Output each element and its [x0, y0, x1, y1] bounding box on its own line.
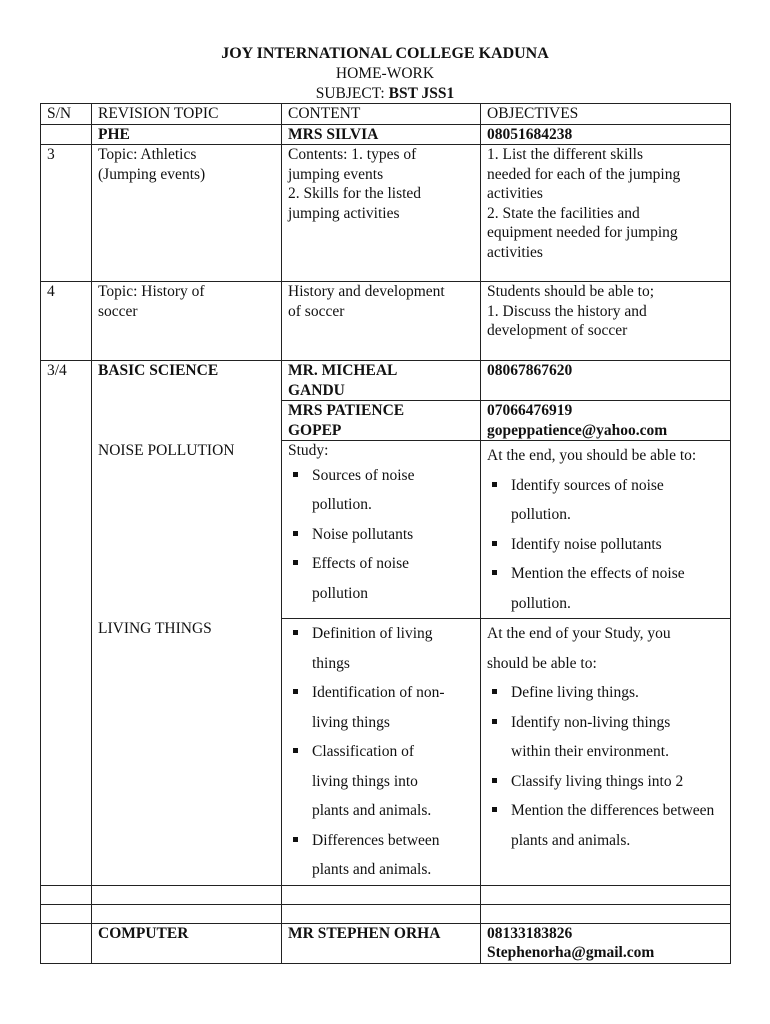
subject-line	[0, 84, 770, 104]
document-type: HOME-WORK	[335, 65, 435, 82]
empty-cell	[481, 904, 731, 923]
noise-content-list	[288, 461, 474, 609]
row3-sn: 3	[41, 145, 92, 282]
row4-content: History and development of soccer	[282, 282, 481, 361]
noise-sn-cont	[41, 441, 92, 619]
header-sn: S/N	[41, 104, 92, 125]
empty-cell	[282, 904, 481, 923]
phe-subject-row	[41, 124, 731, 145]
noise-content: Study: Sources of noise pollution. Noise pollutants Effects of noise pollution	[282, 441, 481, 619]
list-item: Classification of living things into plants and animals.	[288, 737, 474, 826]
row3-topic: Topic: Athletics (Jumping events)	[92, 145, 282, 282]
living-objectives: At the end of your Study, you should be able to: Define living things. Identify non-living things within their environment. Classify living things into 2 Mention the differences between plants and animals.	[481, 619, 731, 886]
phe-sn	[41, 124, 92, 145]
basic-science-row	[41, 361, 731, 401]
list-item: Sources of noise pollution.	[288, 461, 474, 520]
living-content	[282, 619, 481, 886]
row3-content: Contents: 1. types of jumping events 2. Skills for the listed jumping activities	[282, 145, 481, 282]
noise-pollution-row	[41, 441, 731, 619]
subject-value: BST JSS1	[388, 85, 455, 102]
basic-subject: BASIC SCIENCE	[92, 361, 282, 401]
table-row	[41, 145, 731, 282]
basic-phone1: 08067867620	[481, 361, 731, 401]
empty-cell	[481, 885, 731, 904]
header-revision-topic: REVISION TOPIC	[92, 104, 282, 125]
empty-row	[41, 885, 731, 904]
list-item: Noise pollutants	[288, 520, 474, 550]
computer-sn	[41, 923, 92, 963]
list-item: Differences between plants and animals.	[288, 826, 474, 885]
row4-objectives: Students should be able to; 1. Discuss the history and development of soccer	[481, 282, 731, 361]
phe-phone: 08051684238	[481, 124, 731, 145]
row4-topic: Topic: History of soccer	[92, 282, 282, 361]
living-sn-cont	[41, 619, 92, 886]
list-item: Define living things.	[487, 678, 724, 708]
list-item: Identify non-living things within their environment.	[487, 708, 724, 767]
list-item: Identify sources of noise pollution.	[487, 471, 724, 530]
empty-cell	[41, 885, 92, 904]
noise-objectives-list	[487, 471, 724, 619]
list-item: Classify living things into 2	[487, 767, 724, 797]
computer-teacher: MR STEPHEN ORHA	[282, 923, 481, 963]
header-objectives: OBJECTIVES	[481, 104, 731, 125]
header-content: CONTENT	[282, 104, 481, 125]
computer-row	[41, 923, 731, 963]
empty-row	[41, 904, 731, 923]
computer-subject: COMPUTER	[92, 923, 282, 963]
basic-sn: 3/4	[41, 361, 92, 401]
computer-contact: 08133183826 Stephenorha@gmail.com	[481, 923, 731, 963]
row4-sn: 4	[41, 282, 92, 361]
basic-science-row2	[41, 401, 731, 441]
noise-objectives: At the end, you should be able to: Identify sources of noise pollution. Identify noise pollutants Mention the effects of noise pollution.	[481, 441, 731, 619]
basic-sn-cont	[41, 401, 92, 441]
living-objectives-list	[487, 678, 724, 855]
empty-cell	[41, 904, 92, 923]
basic-subject-cont	[92, 401, 282, 441]
list-item: Identify noise pollutants	[487, 530, 724, 560]
empty-cell	[282, 885, 481, 904]
basic-teacher2: MRS PATIENCE GOPEP	[282, 401, 481, 441]
row3-objectives: 1. List the different skills needed for each of the jumping activities 2. State the facilities and equipment needed for jumping activities	[481, 145, 731, 282]
basic-teacher1: MR. MICHEAL GANDU	[282, 361, 481, 401]
list-item: Mention the effects of noise pollution.	[487, 559, 724, 618]
empty-cell	[92, 904, 282, 923]
living-content-list	[288, 619, 474, 885]
homework-table	[40, 103, 731, 964]
phe-subject: PHE	[92, 124, 282, 145]
list-item: Definition of living things	[288, 619, 474, 678]
list-item: Identification of non-living things	[288, 678, 474, 737]
list-item: Effects of noise pollution	[288, 549, 474, 608]
living-things-row	[41, 619, 731, 886]
table-row	[41, 282, 731, 361]
noise-topic: NOISE POLLUTION	[92, 441, 282, 619]
phe-teacher: MRS SILVIA	[282, 124, 481, 145]
subject-label: SUBJECT:	[315, 85, 389, 102]
list-item: Mention the differences between plants and animals.	[487, 796, 724, 855]
table-header-row	[41, 104, 731, 125]
school-name: JOY INTERNATIONAL COLLEGE KADUNA	[221, 45, 549, 62]
living-topic: LIVING THINGS	[92, 619, 282, 886]
empty-cell	[92, 885, 282, 904]
basic-contact2: 07066476919 gopeppatience@yahoo.com	[481, 401, 731, 441]
